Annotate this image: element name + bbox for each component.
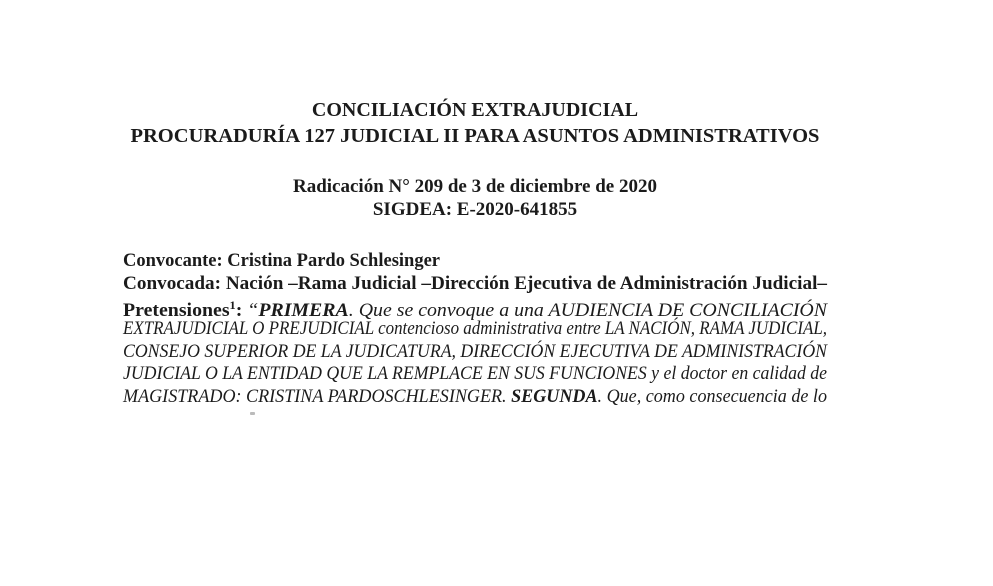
sigdea-text: SIGDEA: E-2020-641855 xyxy=(372,199,578,220)
convocante-text: Convocante: Cristina Pardo Schlesinger xyxy=(123,251,440,271)
pretensiones-paragraph xyxy=(123,295,827,408)
document-body xyxy=(123,250,827,409)
title-line-2-text: PROCURADURÍA 127 JUDICIAL II PARA ASUNTOS ADMINISTRATIVOS xyxy=(130,125,820,147)
title-line-2 xyxy=(123,123,827,149)
title-line-1-text: CONCILIACIÓN EXTRAJUDICIAL xyxy=(311,99,639,121)
pretensiones-line xyxy=(123,295,827,322)
text-run: MAGISTRADO: CRISTINA PARDOSCHLESINGER. xyxy=(123,387,512,408)
text-run: . Que, como consecuencia de lo xyxy=(597,387,827,408)
pretensiones-line xyxy=(123,318,827,341)
text-run: SEGUNDA xyxy=(511,387,598,408)
cutoff-glyph-artifact xyxy=(250,412,255,415)
text-run: Pretensiones xyxy=(123,301,230,322)
radicacion-text: Radicación N° 209 de 3 de diciembre de 2020 xyxy=(292,176,657,197)
radicacion-line xyxy=(123,175,827,198)
pretensiones-line xyxy=(123,363,827,386)
pretensiones-line xyxy=(123,386,827,409)
text-run: . Que se convoque a una AUDIENCIA DE CONCILIACIÓN xyxy=(348,301,827,322)
sigdea-line xyxy=(123,198,827,221)
text-run: EXTRAJUDICIAL O PREJUDICIAL contencioso administrativa entre LA NACIÓN, RAMA JUDICIAL, xyxy=(123,319,827,340)
text-run: 1 xyxy=(229,300,236,313)
text-run: : xyxy=(235,301,248,322)
text-run: JUDICIAL O LA ENTIDAD QUE LA REMPLACE EN SUS FUNCIONES y el doctor en calidad de xyxy=(123,364,827,385)
pretensiones-line xyxy=(123,341,827,364)
text-run: PRIMERA xyxy=(258,301,349,322)
convocante-line xyxy=(123,250,827,273)
title-line-1 xyxy=(123,97,827,123)
document-title xyxy=(123,97,827,149)
convocada-line xyxy=(123,273,827,296)
text-run: CONSEJO SUPERIOR DE LA JUDICATURA, DIRECCIÓN EJECUTIVA DE ADMINISTRACIÓN xyxy=(123,341,827,362)
text-run: “ xyxy=(247,301,259,322)
convocada-text: Convocada: Nación –Rama Judicial –Dirección Ejecutiva de Administración Judicial– xyxy=(123,273,827,294)
case-reference-block xyxy=(123,175,827,221)
